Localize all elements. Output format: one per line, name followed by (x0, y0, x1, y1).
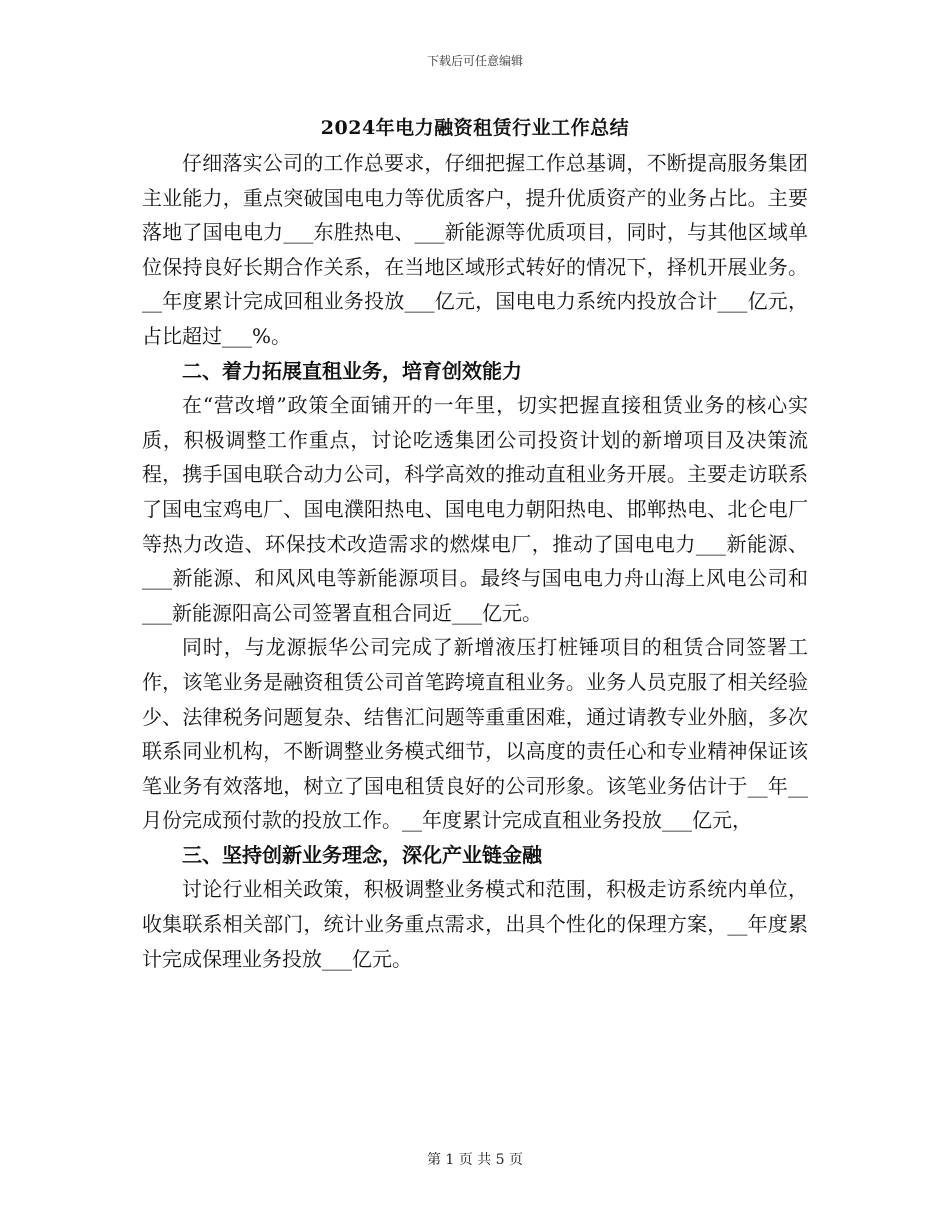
document-title: 2024年电力融资租赁行业工作总结 (320, 117, 630, 139)
page-number: 第 1 页 共 5 页 (426, 1152, 524, 1168)
paragraph-1: 仔细落实公司的工作总要求，仔细把握工作总基调，不断提高服务集团主业能力，重点突破国电电力等优质客户，提升优质资产的业务占比。主要落地了国电电力___东胜热电、___新能源等优质项目，同时，与其他区域单位保持良好长期合作关系，在当地区域形式转好的情况下，择机开展业务。__年度累计完成回租业务投放___亿元，国电电力系统内投放合计___亿元，占比超过___%。 (142, 151, 808, 348)
section-heading-3: 三、坚持创新业务理念，深化产业链金融 (182, 842, 542, 867)
paragraph-2: 在“营改增”政策全面铺开的一年里，切实把握直接租赁业务的核心实质，积极调整工作重点，讨论吃透集团公司投资计划的新增项目及决策流程，携手国电联合动力公司，科学高效的推动直租业务开展。主要走访联系了国电宝鸡电厂、国电濮阳热电、国电电力朝阳热电、邯郸热电、北仑电厂等热力改造、环保技术改造需求的燃煤电厂，推动了国电电力___新能源、___新能源、和风风电等新能源项目。最终与国电电力舟山海上风电公司和___新能源阳高公司签署直租合同近___亿元。 (142, 393, 808, 625)
paragraph-4: 讨论行业相关政策，积极调整业务模式和范围，积极走访系统内单位，收集联系相关部门，统计业务重点需求，出具个性化的保理方案，__年度累计完成保理业务投放___亿元。 (142, 877, 808, 971)
paragraph-3: 同时，与龙源振华公司完成了新增液压打桩锤项目的租赁合同签署工作，该笔业务是融资租赁公司首笔跨境直租业务。业务人员克服了相关经验少、法律税务问题复杂、结售汇问题等重重困难，通过请教专业外脑，多次联系同业机构，不断调整业务模式细节，以高度的责任心和专业精神保证该笔业务有效落地，树立了国电租赁良好的公司形象。该笔业务估计于__年__月份完成预付款的投放工作。__年度累计完成直租业务投放___亿元， (142, 635, 808, 833)
section-heading-2: 二、着力拓展直租业务，培育创效能力 (182, 358, 522, 383)
page-header-note: 下载后可任意编辑 (426, 54, 523, 68)
document-body (142, 146, 808, 976)
